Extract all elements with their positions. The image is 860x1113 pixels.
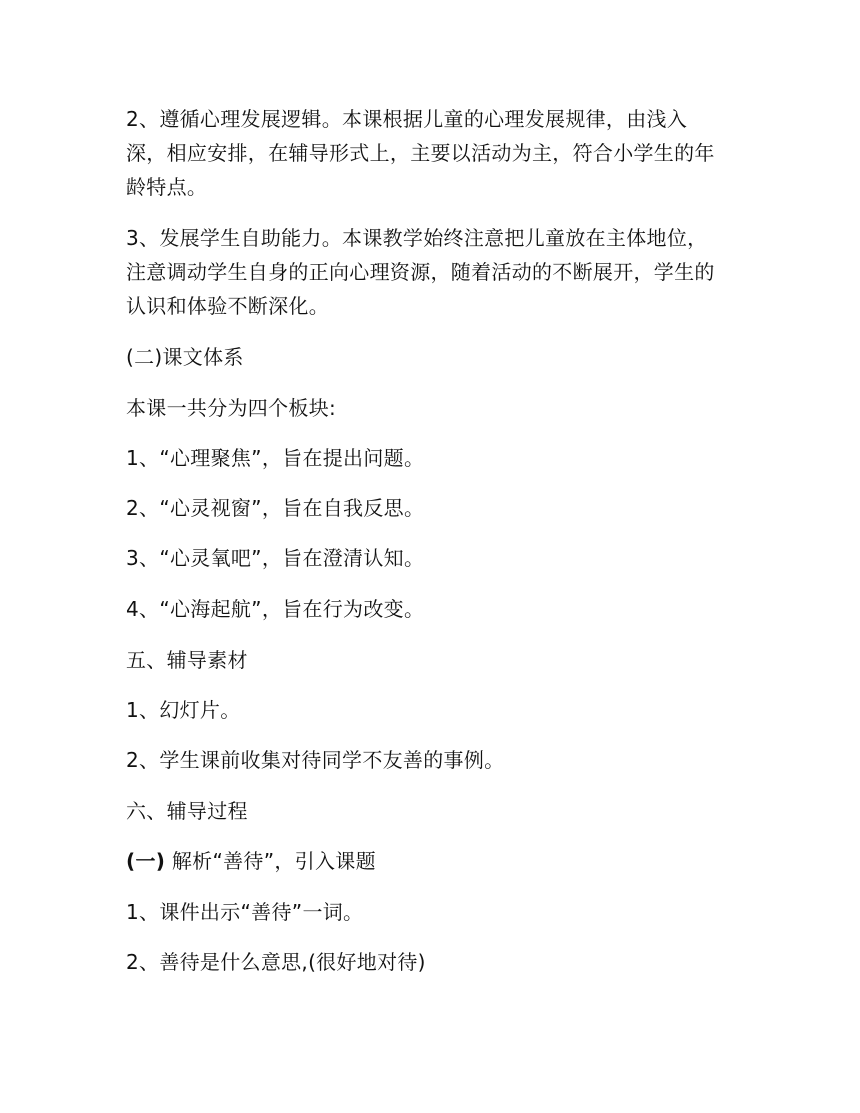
heading-lesson-structure: (二)课文体系 [126, 345, 244, 369]
list-item-step-2: 2、善待是什么意思,(很好地对待) [126, 950, 426, 974]
list-item-material-1: 1、幻灯片。 [126, 698, 241, 722]
subheading-analyze-shandai [126, 844, 726, 878]
list-item-section-4: 4、“心海起航”，旨在行为改变。 [126, 597, 425, 621]
paragraph-self-help-ability: 3、发展学生自助能力。本课教学始终注意把儿童放在主体地位，注意调动学生自身的正向心理资源，随着活动的不断展开，学生的认识和体验不断深化。 [126, 226, 715, 318]
list-item-material-2: 2、学生课前收集对待同学不友善的事例。 [126, 748, 505, 772]
heading-materials: 五、辅导素材 [126, 648, 248, 672]
paragraph-psychology-logic: 2、遵循心理发展逻辑。本课根据儿童的心理发展规律，由浅入深，相应安排，在辅导形式上，主要以活动为主，符合小学生的年龄特点。 [126, 107, 715, 199]
subheading-text: 解析“善待”，引入课题 [165, 849, 376, 873]
list-item-section-2: 2、“心灵视窗”，旨在自我反思。 [126, 496, 425, 520]
paragraph-four-sections: 本课一共分为四个板块: [126, 396, 337, 420]
heading-process: 六、辅导过程 [126, 799, 248, 823]
list-item-section-1: 1、“心理聚焦”，旨在提出问题。 [126, 446, 425, 470]
subheading-number: (一) [126, 849, 166, 873]
list-item-step-1: 1、课件出示“善待”一词。 [126, 900, 364, 924]
list-item-section-3: 3、“心灵氧吧”，旨在澄清认知。 [126, 546, 425, 570]
